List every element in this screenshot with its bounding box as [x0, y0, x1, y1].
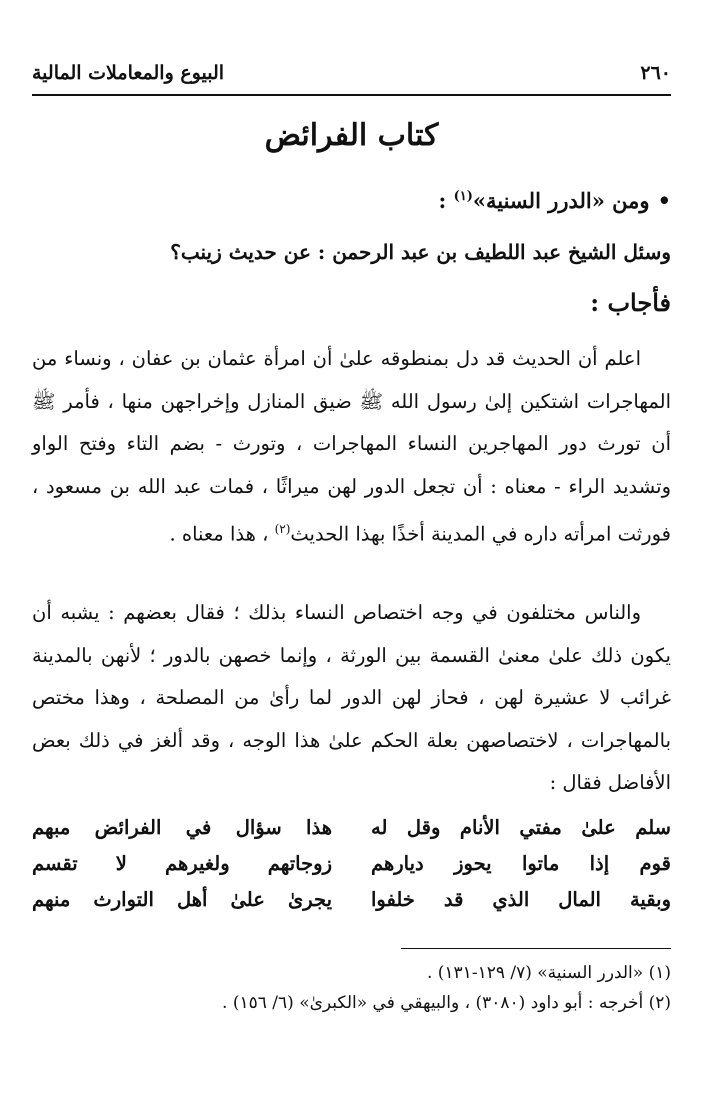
- running-title: البيوع والمعاملات المالية: [32, 62, 225, 84]
- bullet-icon: •: [657, 188, 671, 213]
- paragraph-2: [32, 592, 671, 805]
- chapter-title: كتاب الفرائض: [264, 118, 439, 153]
- paragraph-1: [32, 338, 671, 556]
- source-colon: :: [438, 188, 447, 213]
- poem-verse: [32, 810, 671, 846]
- poem-first-hemistich: وبقية المال الذي قد خلفوا: [371, 888, 671, 911]
- source-line: [439, 188, 672, 213]
- footnote-ref-2: (٢): [274, 522, 291, 536]
- poem-first-hemistich: سلم علىٰ مفتي الأنام وقل له: [371, 816, 671, 839]
- footnotes: [32, 958, 671, 1018]
- paragraph-1-end: ، هذا معناه .: [169, 522, 269, 546]
- poem: [32, 810, 671, 918]
- header-divider: [32, 94, 671, 96]
- footnote-1: (١) «الدرر السنية» (٧/ ١٢٩-١٣١) .: [426, 963, 671, 983]
- page-number: ٢٦٠: [640, 62, 671, 84]
- poem-verse: [32, 882, 671, 918]
- poem-second-hemistich: هذا سؤال في الفرائض مبهم: [32, 816, 332, 839]
- poem-second-hemistich: زوجاتهم ولغيرهم لا تقسم: [32, 852, 332, 875]
- paragraph-2-text: والناس مختلفون في وجه اختصاص النساء بذلك ؛ فقال بعضهم : يشبه أن يكون ذلك علىٰ معنىٰ القسمة بين الورثة ، وإنما خصهن بالدور ؛ لأنهن بالمدينة غرائب لا عشيرة لهن ، فحاز لهن الدور لما رأىٰ من المصلحة ، وهذا مختص بالمهاجرات ، لاختصاصهن بعلة الحكم علىٰ هذا الوجه ، وقد ألغز في ذلك بعض الأفاضل فقال :: [32, 601, 671, 794]
- poem-first-hemistich: قوم إذا ماتوا يحوز ديارهم: [371, 852, 671, 875]
- poem-verse: [32, 846, 671, 882]
- question-line: وسئل الشيخ عبد اللطيف بن عبد الرحمن : عن حديث زينب؟: [170, 240, 671, 264]
- footnote-2: (٢) أخرجه : أبو داود (٣٠٨٠) ، والبيهقي في «الكبرىٰ» (٦/ ١٥٦) .: [222, 993, 671, 1013]
- footnote-divider: [401, 948, 671, 949]
- poem-second-hemistich: يجرىٰ علىٰ أهل التوارث منهم: [32, 888, 332, 911]
- page-header: [32, 56, 671, 90]
- source-text: ومن «الدرر السنية»: [472, 188, 650, 213]
- paragraph-1-text: اعلم أن الحديث قد دل بمنطوقه علىٰ أن امرأة عثمان بن عفان ، ونساء من المهاجرات اشتكين إلىٰ رسول الله ﷺ ضيق المنازل وإخراجهن منها ، فأمر ﷺ أن تورث دور المهاجرين النساء المهاجرات ، وتورث - بضم التاء وفتح الواو وتشديد الراء - معناه : أن تجعل الدور لهن ميراثًا ، فمات عبد الله بن مسعود ، فورثت امرأته داره في المدينة أخذًا بهذا الحديث: [32, 347, 671, 546]
- answer-label: فأجاب :: [590, 288, 671, 317]
- footnote-ref-1: (١): [453, 189, 473, 204]
